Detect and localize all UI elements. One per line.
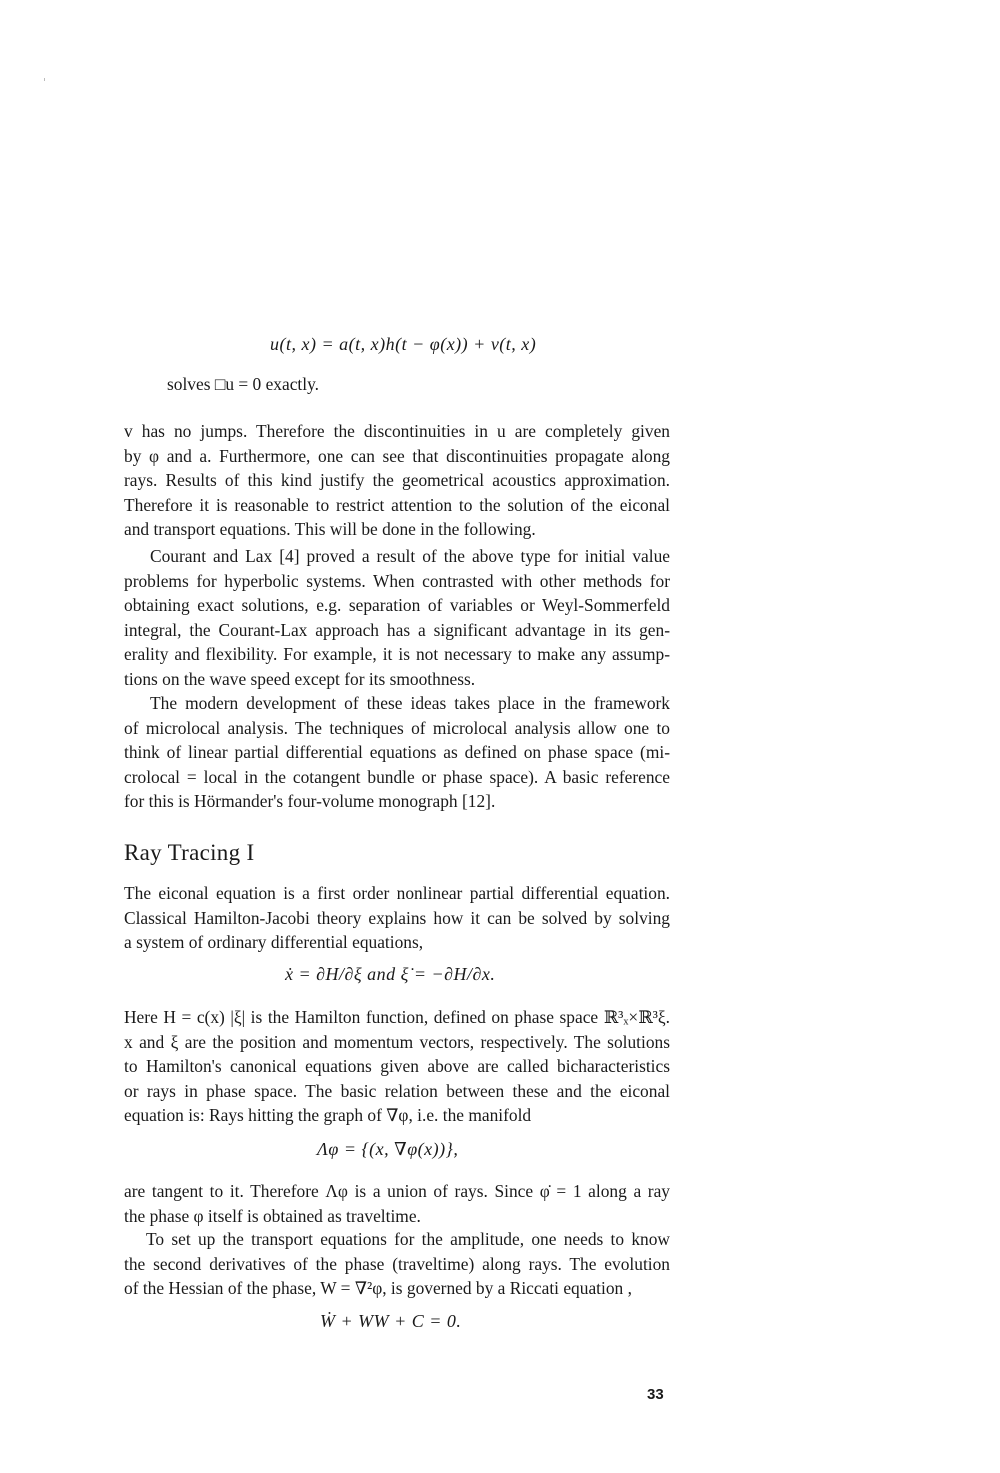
text-line: crolocal = local in the cotangent bundle or phase space). A basic reference <box>124 766 670 787</box>
text-line: are tangent to it. Therefore Λφ is a union of rays. Since φ̇ = 1 along a ray <box>124 1181 670 1201</box>
text-line: think of linear partial differential equations as defined on phase space (mi- <box>124 742 670 762</box>
text-line: for this is Hörmander's four-volume monograph [12]. <box>124 791 496 811</box>
text-line: integral, the Courant-Lax approach has a significant advantage in its gen- <box>124 619 670 640</box>
text-line: of the Hessian of the phase, W = ∇²φ, is governed by a Riccati equation , <box>124 1278 632 1298</box>
section-heading: Ray Tracing I <box>124 840 255 865</box>
paragraph-hamilton-function <box>124 1005 670 1128</box>
text-line: the phase φ itself is obtained as traveltime. <box>124 1205 421 1226</box>
equation-u-solution: u(t, x) = a(t, x)h(t − φ(x)) + v(t, x) <box>270 334 537 354</box>
equation-riccati: Ẇ + WW + C = 0. <box>320 1311 462 1331</box>
paragraph-discontinuities <box>124 419 670 542</box>
text-line: a system of ordinary differential equations, <box>124 932 424 952</box>
text-line: problems for hyperbolic systems. When contrasted with other methods for <box>124 570 670 591</box>
paragraph-microlocal <box>124 691 670 814</box>
text-line: Here H = c(x) |ξ| is the Hamilton function, defined on phase space ℝ³ₓ×ℝ³ξ. <box>124 1007 670 1027</box>
text-line: equation is: Rays hitting the graph of ∇φ, i.e. the manifold <box>124 1105 532 1125</box>
text-line: Classical Hamilton-Jacobi theory explains how it can be solved by solving <box>124 907 670 928</box>
text-line: to Hamilton's canonical equations given above are called bicharacteristics <box>124 1056 670 1076</box>
text-line: To set up the transport equations for the amplitude, one needs to know <box>146 1229 670 1249</box>
text-line: v has no jumps. Therefore the discontinuities in u are completely given <box>124 421 670 441</box>
text-line: erality and flexibility. For example, it is not necessary to make any assump- <box>124 644 670 664</box>
text-line: by φ and a. Furthermore, one can see that discontinuities propagate along <box>124 445 670 466</box>
paragraph-tangent-rays <box>124 1179 670 1228</box>
paragraph-transport-equations <box>124 1227 670 1301</box>
paragraph-courant-lax <box>124 544 670 691</box>
equation-u-solution-tail: solves □u = 0 exactly. <box>167 374 319 394</box>
text-line: obtaining exact solutions, e.g. separation of variables or Weyl-Sommerfeld <box>124 595 670 615</box>
scan-speck <box>44 78 45 81</box>
equation-hamilton: ẋ = ∂H/∂ξ and ξ̇ = −∂H/∂x. <box>285 964 496 984</box>
equation-lambda-manifold: Λφ = {(x, ∇φ(x))}, <box>317 1139 459 1159</box>
text-line: rays. Results of this kind justify the geometrical acoustics approximation. <box>124 470 670 490</box>
text-line: The modern development of these ideas takes place in the framework <box>150 693 670 713</box>
text-line: Courant and Lax [4] proved a result of the above type for initial value <box>150 546 670 566</box>
text-line: Therefore it is reasonable to restrict attention to the solution of the eiconal <box>124 494 670 515</box>
text-line: x and ξ are the position and momentum vectors, respectively. The solutions <box>124 1031 670 1052</box>
page-number: 33 <box>647 1386 664 1403</box>
text-line: The eiconal equation is a first order nonlinear partial differential equation. <box>124 883 670 903</box>
text-line: the second derivatives of the phase (traveltime) along rays. The evolution <box>124 1253 670 1274</box>
text-line: or rays in phase space. The basic relation between these and the eiconal <box>124 1080 670 1101</box>
paragraph-eiconal-equation <box>124 881 670 955</box>
text-line: tions on the wave speed except for its smoothness. <box>124 668 476 689</box>
text-line: and transport equations. This will be done in the following. <box>124 519 536 539</box>
text-line: of microlocal analysis. The techniques of microlocal analysis allow one to <box>124 717 670 738</box>
